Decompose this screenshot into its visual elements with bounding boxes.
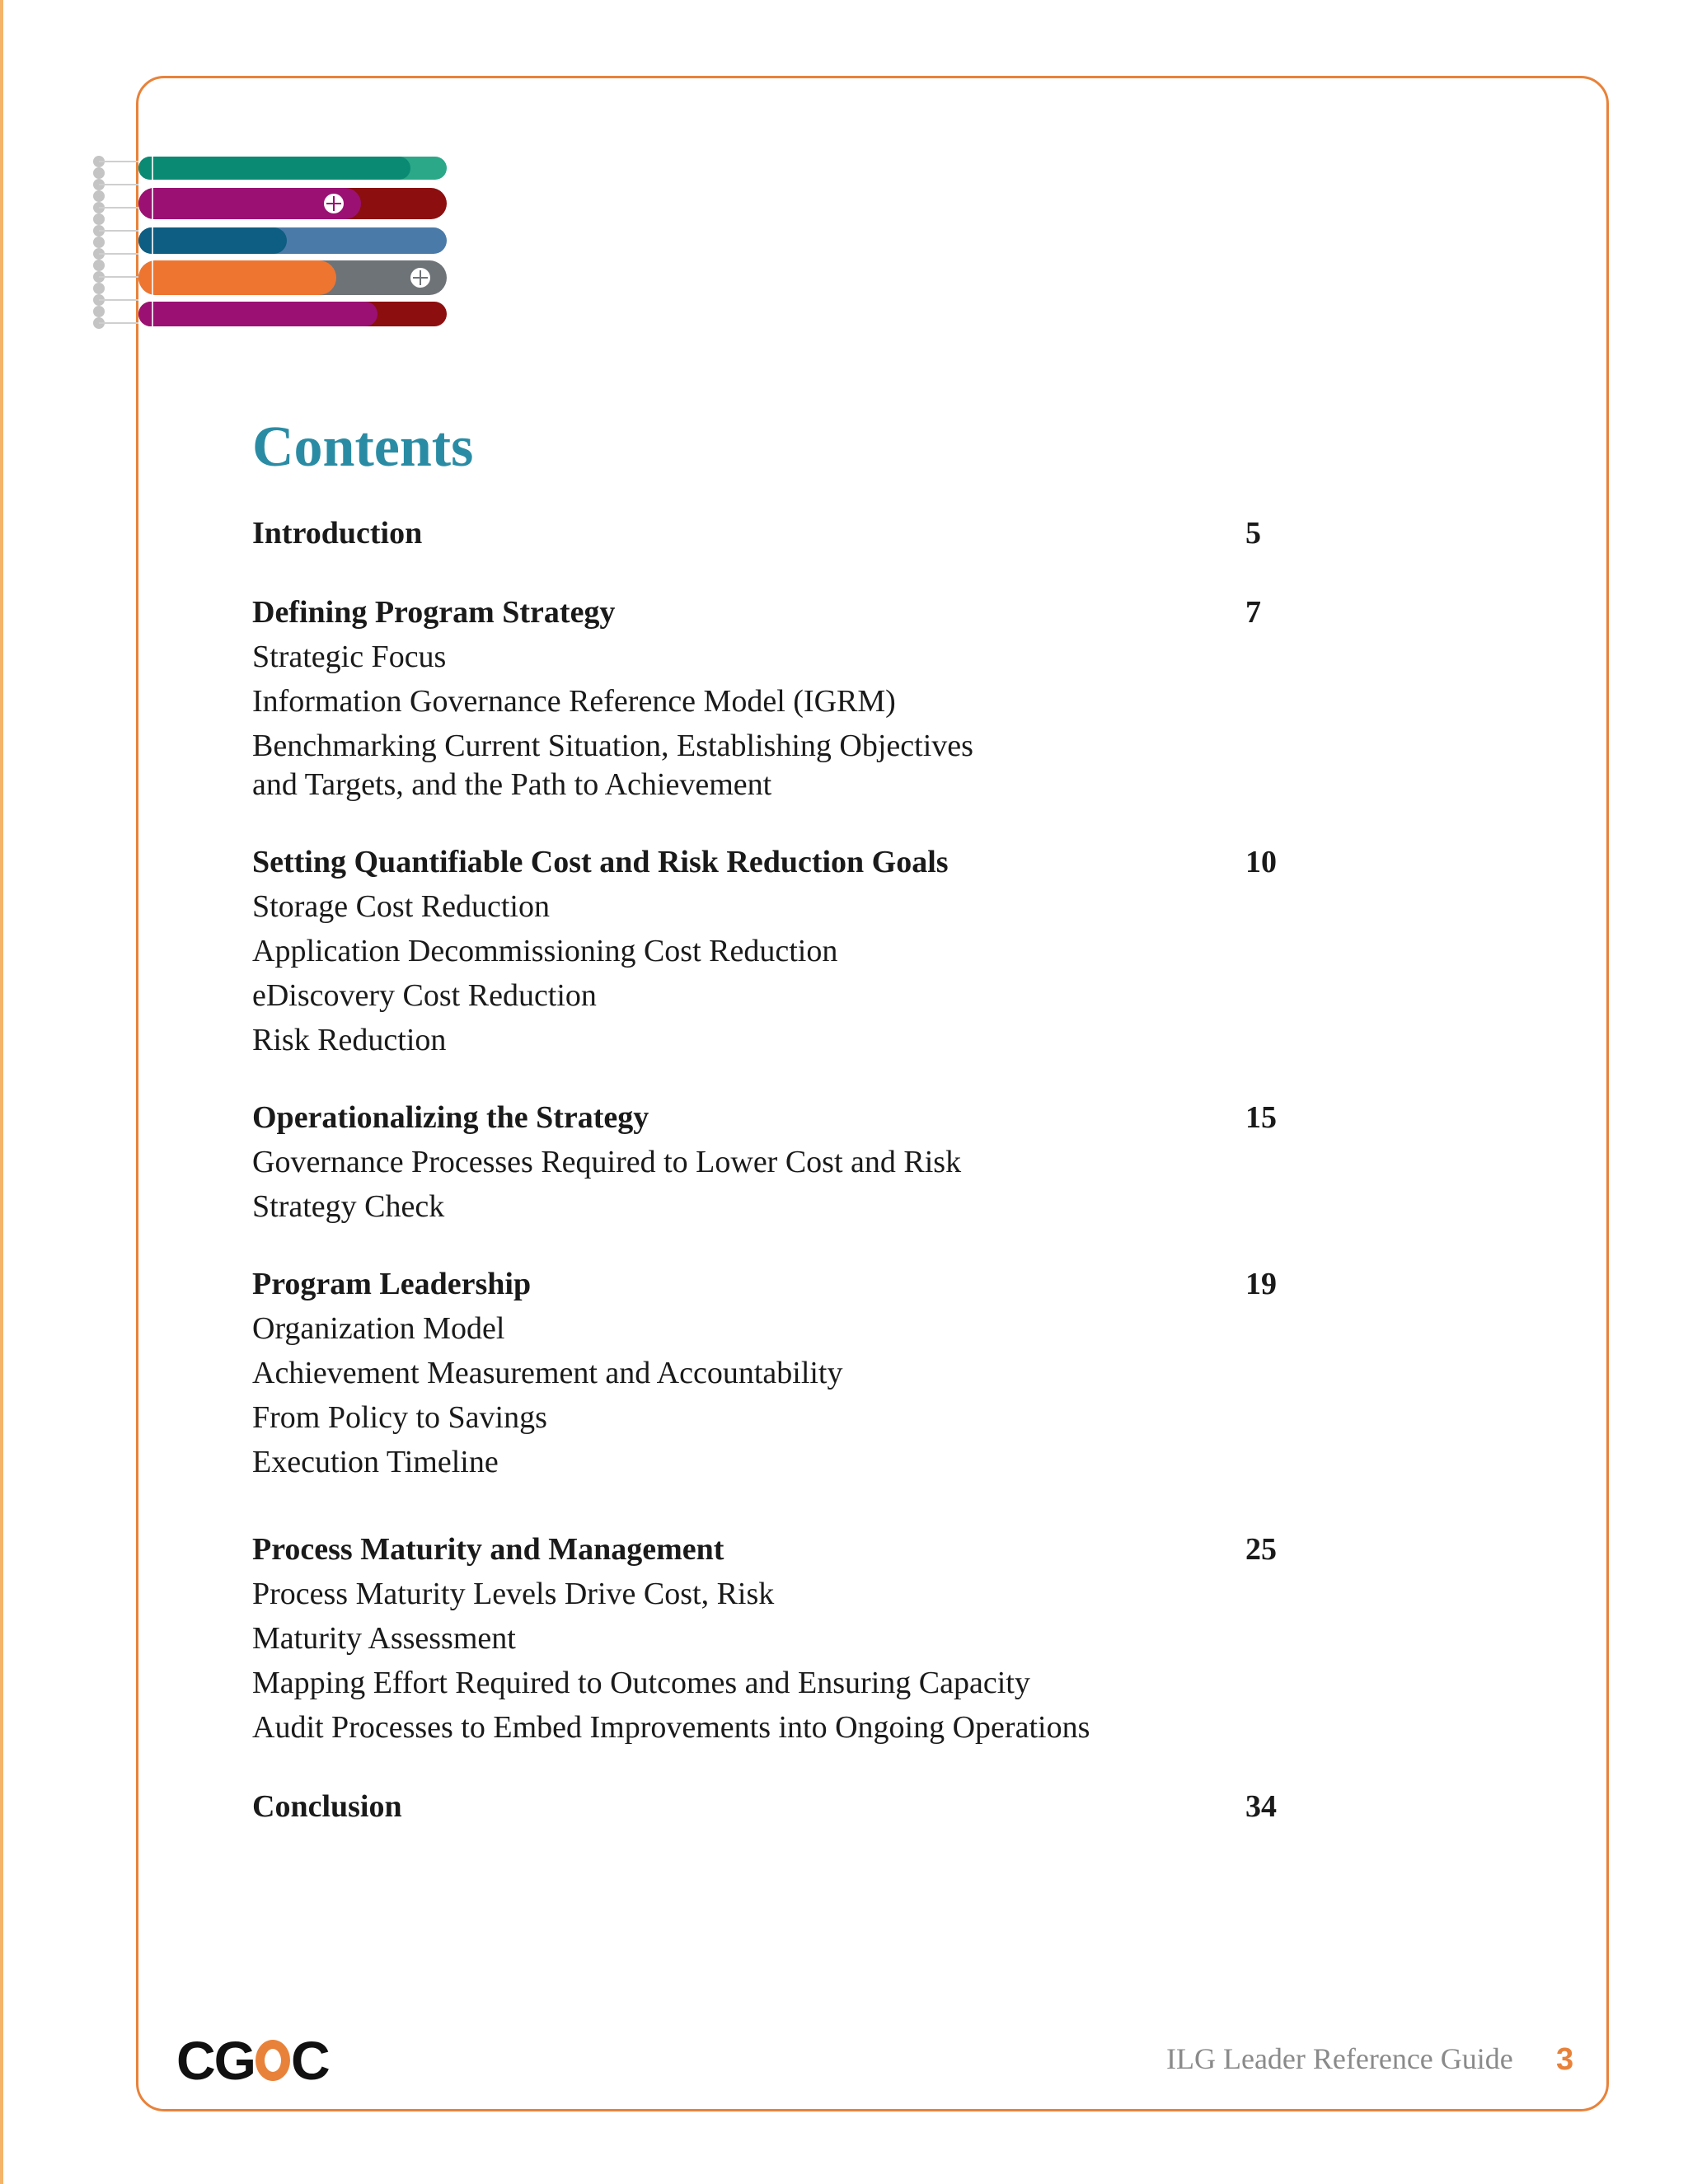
toc-heading-label: Operationalizing the Strategy [252,1100,649,1135]
toc-item[interactable]: Mapping Effort Required to Outcomes and Ensuring Capacity [252,1666,1030,1700]
logo-text-right: C [291,2030,329,2091]
toc-item[interactable]: eDiscovery Cost Reduction [252,978,597,1013]
toc-page-number: 15 [1245,1100,1277,1135]
striped-bars-graphic [91,155,453,333]
toc-section [252,1527,1299,1750]
toc-section [252,1095,1299,1229]
toc-item[interactable]: Benchmarking Current Situation, Establishing Objectives [252,729,973,763]
footer-page-number: 3 [1556,2042,1574,2077]
toc-item[interactable]: Process Maturity Levels Drive Cost, Risk [252,1577,775,1611]
toc-section [252,840,1299,1062]
toc-heading[interactable] [252,1095,1299,1140]
toc-item[interactable]: Organization Model [252,1311,505,1346]
toc-section [252,511,1299,555]
toc-heading-label: Introduction [252,516,423,551]
table-of-contents [252,511,1299,1829]
toc-item[interactable]: Audit Processes to Embed Improvements into Ongoing Operations [252,1710,1090,1745]
toc-heading[interactable] [252,840,1299,884]
toc-heading[interactable] [252,1784,1299,1829]
toc-heading[interactable] [252,590,1299,635]
toc-item[interactable]: Strategy Check [252,1189,445,1224]
toc-page-number: 34 [1245,1789,1277,1824]
toc-heading[interactable] [252,1527,1299,1572]
toc-item[interactable]: Execution Timeline [252,1445,499,1479]
toc-item[interactable]: Achievement Measurement and Accountability [252,1356,843,1390]
logo-o-icon [256,2040,290,2081]
toc-page-number: 19 [1245,1267,1277,1301]
toc-section [252,1262,1299,1484]
toc-page-number: 25 [1245,1532,1277,1567]
toc-item[interactable]: Information Governance Reference Model (IGRM) [252,684,896,719]
toc-item[interactable]: Application Decommissioning Cost Reduction [252,934,838,968]
toc-heading[interactable] [252,1262,1299,1306]
footer-guide-title: ILG Leader Reference Guide [1166,2042,1513,2075]
toc-heading-label: Program Leadership [252,1267,532,1301]
toc-heading[interactable] [252,511,1299,555]
toc-item[interactable]: From Policy to Savings [252,1400,547,1435]
toc-page-number: 5 [1245,516,1261,551]
toc-page-number: 10 [1245,845,1277,879]
toc-item[interactable]: and Targets, and the Path to Achievement [252,767,772,802]
toc-heading-label: Conclusion [252,1789,402,1824]
page-title: Contents [252,415,474,479]
logo-text-left: CG [176,2030,255,2091]
toc-item[interactable]: Storage Cost Reduction [252,889,550,924]
toc-heading-label: Setting Quantifiable Cost and Risk Reduction Goals [252,845,949,879]
toc-heading-label: Process Maturity and Management [252,1532,724,1567]
toc-item[interactable]: Risk Reduction [252,1023,447,1057]
toc-item[interactable]: Governance Processes Required to Lower Cost and Risk [252,1145,962,1179]
cgoc-logo [176,2030,329,2091]
left-edge-strip [0,0,3,2184]
toc-section [252,590,1299,807]
toc-section [252,1784,1299,1829]
toc-page-number: 7 [1245,595,1261,630]
toc-item[interactable]: Strategic Focus [252,640,447,674]
toc-heading-label: Defining Program Strategy [252,595,616,630]
toc-item[interactable]: Maturity Assessment [252,1621,516,1656]
